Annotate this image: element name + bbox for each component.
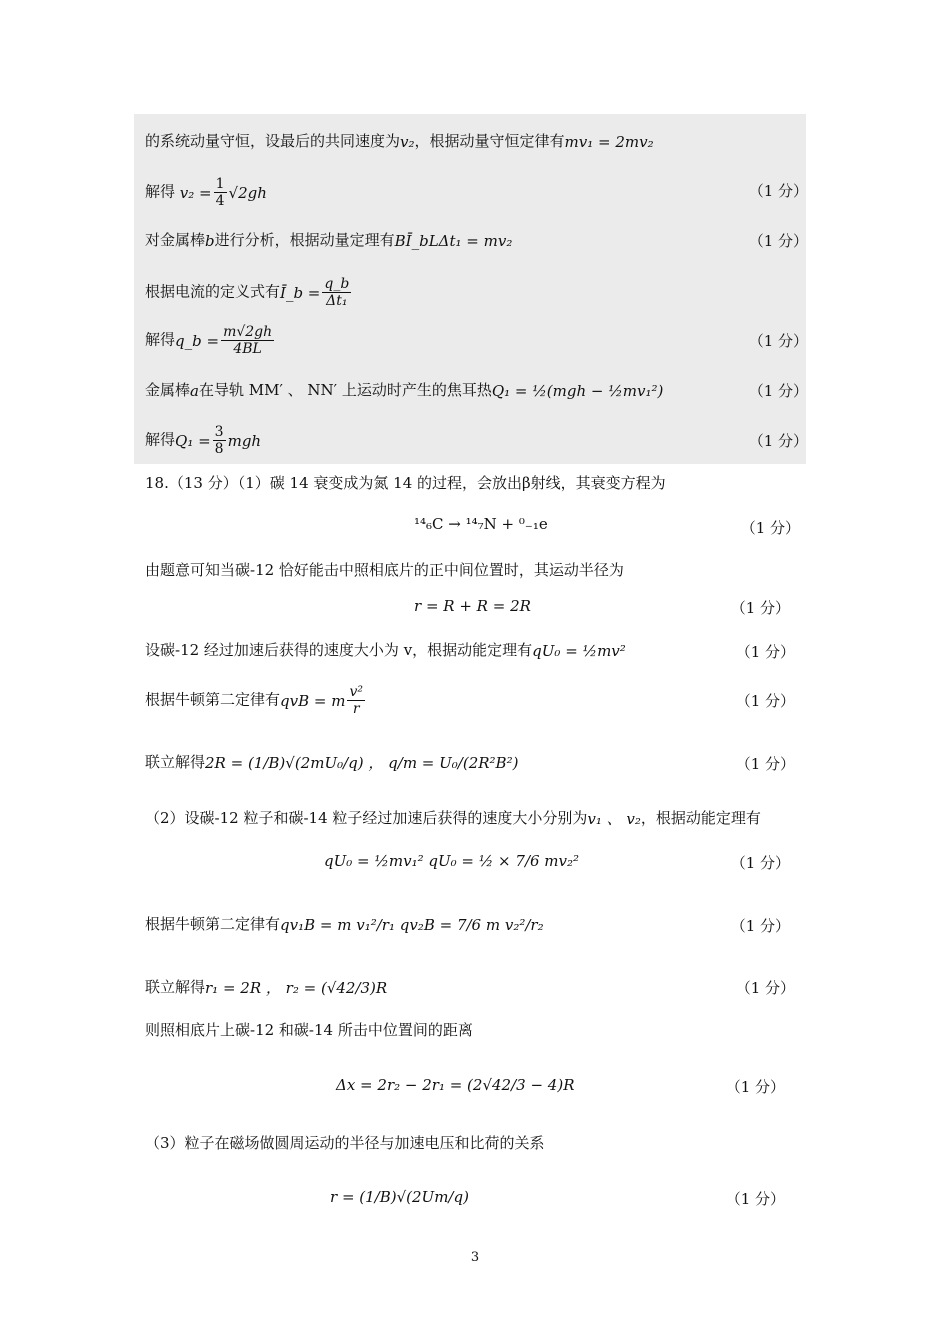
line-text: 解得 <box>145 182 176 201</box>
text-line-13 <box>145 684 367 717</box>
fraction <box>347 684 365 717</box>
formula-centered: ¹⁴₆C → ¹⁴₇N + ⁰₋₁e <box>414 515 548 533</box>
line-text: 联立解得 <box>145 753 206 771</box>
formula: mv₁ = 2mv₂ <box>564 133 654 151</box>
text-line-18 <box>145 977 387 998</box>
line-text: 的系统动量守恒，设最后的共同速度为 <box>145 132 401 150</box>
line-text: 解得 <box>145 330 176 349</box>
score-label: （1 分） <box>735 979 795 997</box>
score-label: （1 分） <box>735 643 795 661</box>
score-label: （1 分） <box>748 182 808 200</box>
line-text: （2）设碳-12 粒子和碳-14 粒子经过加速后获得的速度大小分别为 <box>145 809 588 827</box>
formula: qv₁B = m v₁²/r₁ qv₂B = 7/6 m v₂²/r₂ <box>280 916 544 934</box>
line-text: ，根据动量守恒定律有 <box>414 132 565 150</box>
line-text: 对金属棒 <box>145 231 206 249</box>
line-text: 根据牛顿第二定律有 <box>145 915 281 933</box>
score-label: （1 分） <box>748 382 808 400</box>
formula-centered: r = R + R = 2R <box>414 597 531 615</box>
line-text: 金属棒 <box>145 381 191 399</box>
text-line-3 <box>145 230 512 251</box>
fraction <box>221 324 274 357</box>
fraction-numerator: 3 <box>214 424 224 440</box>
formula: r₁ = 2R ， r₂ = (√42/3)R <box>205 979 388 997</box>
score-label: （1 分） <box>735 692 795 710</box>
fraction <box>214 176 227 209</box>
score-label: （1 分） <box>740 519 800 537</box>
formula: 2R = (1/B)√(2mU₀/q) ， q/m = U₀/(2R²B²) <box>205 754 519 772</box>
fraction-numerator: 1 <box>215 176 225 192</box>
score-label: （1 分） <box>748 432 808 450</box>
fraction-numerator: q_b <box>324 276 350 292</box>
formula: √2gh <box>228 183 267 202</box>
text-line-10 <box>145 560 624 580</box>
text-line-1 <box>145 131 654 152</box>
text-line-14 <box>145 752 518 773</box>
text-line-17 <box>145 914 544 935</box>
line-text: 在导轨 MM′ 、 NN′ 上运动时产生的焦耳热 <box>198 381 492 399</box>
formula: Q₁ = ½(mgh − ½mv₁²) <box>491 382 664 400</box>
fraction <box>322 276 351 309</box>
fraction-denominator: 4BL <box>233 341 262 357</box>
line-text: 解得 <box>145 430 176 449</box>
fraction <box>213 424 226 457</box>
text-line-8 <box>145 473 666 493</box>
formula: qvB = m <box>280 691 346 710</box>
formula: qU₀ = ½mv² <box>532 642 626 660</box>
fraction-numerator: m√2gh <box>223 324 273 340</box>
score-label: （1 分） <box>725 1190 785 1208</box>
fraction-denominator: 8 <box>214 441 224 457</box>
formula-centered: r = (1/B)√(2Um/q) <box>330 1188 469 1206</box>
formula: q_b = <box>175 331 220 350</box>
formula: Q₁ = <box>175 431 211 450</box>
fraction-numerator: v² <box>349 684 363 700</box>
text-line-15 <box>145 808 761 829</box>
score-label: （1 分） <box>748 232 808 250</box>
score-label: （1 分） <box>748 332 808 350</box>
score-label: （1 分） <box>730 599 790 617</box>
text-line-7 <box>145 424 261 457</box>
text-line-21 <box>145 1133 545 1153</box>
line-text: 联立解得 <box>145 978 206 996</box>
formula-centered: qU₀ = ½mv₁² qU₀ = ½ × 7/6 mv₂² <box>324 852 580 870</box>
line-text: 18.（13 分）（1）碳 14 衰变成为氮 14 的过程，会放出β射线，其衰变方程为 <box>145 474 666 492</box>
line-text: （3）粒子在磁场做圆周运动的半径与加速电压和比荷的关系 <box>145 1134 545 1152</box>
score-label: （1 分） <box>735 755 795 773</box>
formula-centered: Δx = 2r₂ − 2r₁ = (2√42/3 − 4)R <box>336 1076 575 1094</box>
text-line-12 <box>145 640 626 661</box>
score-label: （1 分） <box>730 917 790 935</box>
line-text: 设碳-12 经过加速后获得的速度大小为 v，根据动能定理有 <box>145 641 533 659</box>
line-text: 由题意可知当碳-12 恰好能击中照相底片的正中间位置时，其运动半径为 <box>145 561 624 579</box>
formula: v₂ = <box>179 183 212 202</box>
text-line-2 <box>145 176 267 209</box>
score-label: （1 分） <box>725 1078 785 1096</box>
fraction-denominator: r <box>352 701 360 717</box>
fraction-denominator: 4 <box>215 193 225 209</box>
line-text: 则照相底片上碳-12 和碳-14 所击中位置间的距离 <box>145 1021 473 1039</box>
text-line-6 <box>145 380 663 401</box>
formula: BĪ_bLΔt₁ = mv₂ <box>394 232 513 250</box>
formula: Ī_b = <box>280 283 321 302</box>
formula: mgh <box>227 431 262 450</box>
line-text: 根据牛顿第二定律有 <box>145 690 281 709</box>
line-text: 根据电流的定义式有 <box>145 282 281 301</box>
text-line-19 <box>145 1020 473 1040</box>
text-line-4 <box>145 276 353 309</box>
fraction-denominator: Δt₁ <box>326 293 348 309</box>
formula: v₂ <box>400 133 415 151</box>
score-label: （1 分） <box>730 854 790 872</box>
line-text: 进行分析，根据动量定理有 <box>214 231 395 249</box>
text-line-5 <box>145 324 276 357</box>
formula: a <box>190 382 199 400</box>
page-number: 3 <box>470 1250 480 1265</box>
formula: v₁ 、 v₂ <box>587 810 641 828</box>
line-text: ，根据动能定理有 <box>640 809 761 827</box>
formula: b <box>205 232 215 250</box>
